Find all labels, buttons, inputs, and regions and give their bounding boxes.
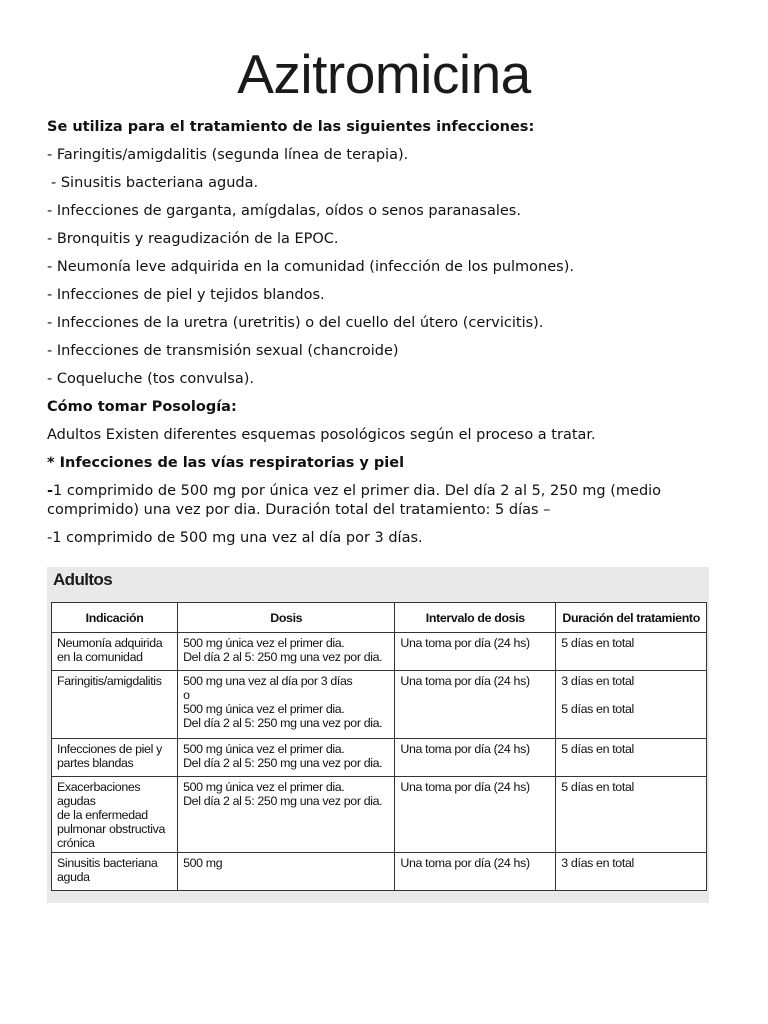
cell-line: 500 mg única vez el primer dia. <box>183 702 345 716</box>
cell-line: 500 mg única vez el primer dia. <box>183 636 345 650</box>
regimen-text: 1 comprimido de 500 mg por única vez el primer dia. Del día 2 al 5, 250 mg (medio comprimido) una vez por dia. Duración total del tratamiento: 5 días – <box>47 483 662 518</box>
cell-intervalo: Una toma por día (24 hs) <box>395 739 556 777</box>
cell-line: Del día 2 al 5: 250 mg una vez por dia. <box>183 756 383 770</box>
cell-line: pulmonar obstructiva <box>57 822 166 836</box>
cell-dosis <box>178 671 395 739</box>
cell-line: crónica <box>57 836 95 850</box>
dosage-table <box>51 602 707 891</box>
cell-line: Faringitis/amigdalitis <box>57 674 162 688</box>
table-row <box>52 739 707 777</box>
regimen-dash: - <box>47 483 54 499</box>
posology-heading: Cómo tomar Posología: <box>47 399 237 415</box>
cell-indicacion <box>52 777 178 853</box>
cell-indicacion <box>52 739 178 777</box>
cell-line: Exacerbaciones agudas <box>57 780 141 808</box>
infection-list-item: - Sinusitis bacteriana aguda. <box>51 175 259 191</box>
infection-list-item: - Infecciones de transmisión sexual (chancroide) <box>47 343 399 359</box>
cell-line: Del día 2 al 5: 250 mg una vez por dia. <box>183 650 383 664</box>
cell-line: 500 mg única vez el primer dia. <box>183 780 345 794</box>
cell-dosis <box>178 853 395 891</box>
cell-line: o <box>183 688 190 702</box>
cell-dosis <box>178 633 395 671</box>
cell-dosis <box>178 777 395 853</box>
cell-intervalo: Una toma por día (24 hs) <box>395 853 556 891</box>
header-indicacion: Indicación <box>52 603 178 633</box>
cell-line: 500 mg <box>183 856 223 870</box>
infection-list-item: - Infecciones de piel y tejidos blandos. <box>47 287 325 303</box>
cell-line: Del día 2 al 5: 250 mg una vez por dia. <box>183 716 383 730</box>
cell-dosis <box>178 739 395 777</box>
table-row <box>52 777 707 853</box>
cell-indicacion <box>52 633 178 671</box>
table-row <box>52 853 707 891</box>
document-body <box>47 118 737 557</box>
cell-intervalo: Una toma por día (24 hs) <box>395 633 556 671</box>
table-heading: Adultos <box>53 570 113 589</box>
regimen-paragraph <box>47 482 737 520</box>
cell-line: 500 mg una vez al día por 3 días <box>183 674 353 688</box>
page-title: Azitromicina <box>237 43 531 105</box>
cell-line: aguda <box>57 870 90 884</box>
table-header-row <box>52 603 707 633</box>
cell-line: Del día 2 al 5: 250 mg una vez por dia. <box>183 794 383 808</box>
header-dosis: Dosis <box>178 603 395 633</box>
cell-duracion <box>556 671 707 739</box>
respiratory-heading: * Infecciones de las vías respiratorias y piel <box>47 455 405 471</box>
cell-line: 3 días en total <box>561 674 634 688</box>
cell-duracion <box>556 853 707 891</box>
cell-line: partes blandas <box>57 756 134 770</box>
cell-indicacion <box>52 853 178 891</box>
infection-list-item: - Coqueluche (tos convulsa). <box>47 371 254 387</box>
cell-line: 5 días en total <box>561 636 634 650</box>
table-row <box>52 633 707 671</box>
regimen-paragraph-2: -1 comprimido de 500 mg una vez al día por 3 días. <box>47 530 423 546</box>
infection-list-item: - Faringitis/amigdalitis (segunda línea de terapia). <box>47 147 409 163</box>
infection-list-item: - Infecciones de garganta, amígdalas, oídos o senos paranasales. <box>47 203 521 219</box>
dosage-table-figure <box>47 567 709 903</box>
cell-line: 5 días en total <box>561 742 634 756</box>
header-duracion: Duración del tratamiento <box>556 603 707 633</box>
cell-duracion <box>556 633 707 671</box>
infection-list-item: - Infecciones de la uretra (uretritis) o del cuello del útero (cervicitis). <box>47 315 544 331</box>
cell-intervalo: Una toma por día (24 hs) <box>395 671 556 739</box>
cell-duracion <box>556 739 707 777</box>
cell-intervalo: Una toma por día (24 hs) <box>395 777 556 853</box>
cell-duracion <box>556 777 707 853</box>
cell-line: 5 días en total <box>561 780 634 794</box>
table-row <box>52 671 707 739</box>
cell-line: 5 días en total <box>561 702 634 716</box>
cell-line: Sinusitis bacteriana <box>57 856 158 870</box>
cell-line: Neumonía adquirida <box>57 636 163 650</box>
adults-text: Adultos Existen diferentes esquemas posológicos según el proceso a tratar. <box>47 427 596 443</box>
cell-line: en la comunidad <box>57 650 143 664</box>
cell-line: 500 mg única vez el primer dia. <box>183 742 345 756</box>
infection-list-item: - Neumonía leve adquirida en la comunidad (infección de los pulmones). <box>47 259 574 275</box>
intro-heading: Se utiliza para el tratamiento de las siguientes infecciones: <box>47 119 535 135</box>
header-intervalo: Intervalo de dosis <box>395 603 556 633</box>
cell-line: 3 días en total <box>561 856 634 870</box>
infection-list-item: - Bronquitis y reagudización de la EPOC. <box>47 231 339 247</box>
cell-line: Infecciones de piel y <box>57 742 162 756</box>
cell-indicacion <box>52 671 178 739</box>
cell-line: de la enfermedad <box>57 808 148 822</box>
